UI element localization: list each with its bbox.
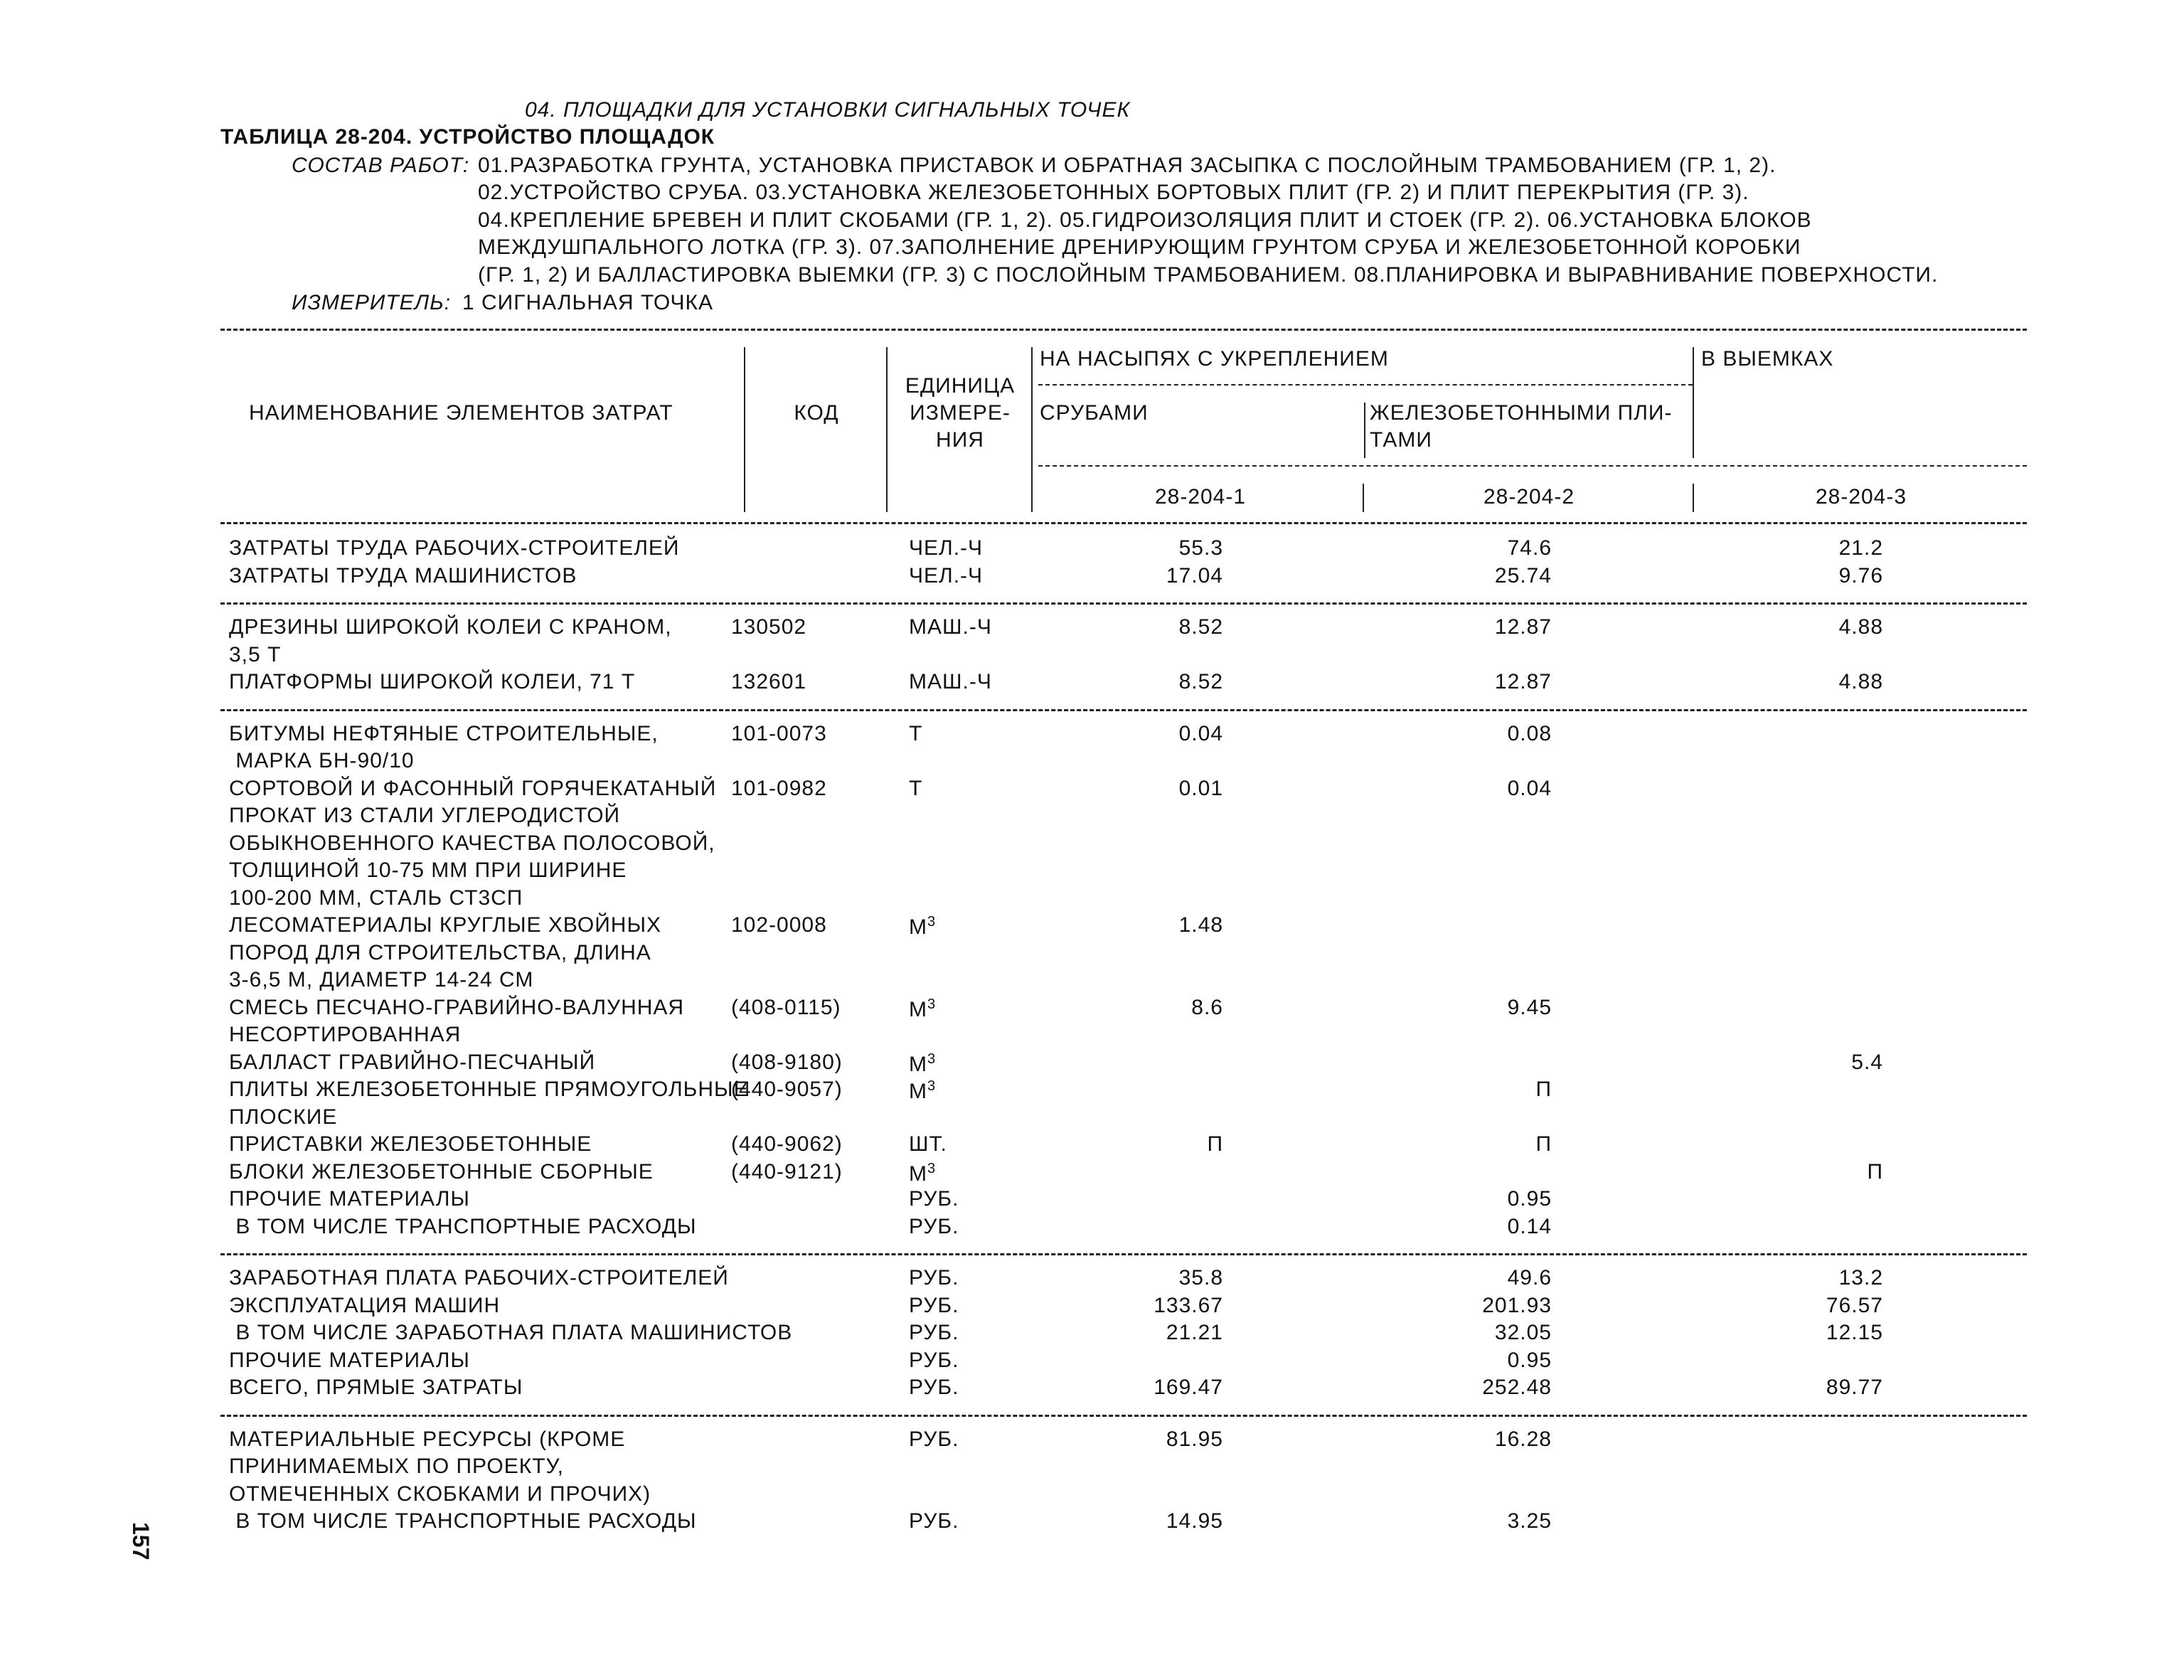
- row-value-28-204-2: 9.45: [1507, 995, 1552, 1019]
- row-value-28-204-2: 49.6: [1507, 1266, 1552, 1290]
- row-value-28-204-1: 133.67: [1154, 1293, 1223, 1317]
- row-value-28-204-2: П: [1535, 1132, 1552, 1156]
- row-unit: РУБ.: [909, 1509, 959, 1533]
- row-value-28-204-3: 89.77: [1826, 1376, 1883, 1399]
- row-name: ПРОКАТ ИЗ СТАЛИ УГЛЕРОДИСТОЙ: [229, 804, 621, 827]
- row-value-28-204-2: 0.14: [1507, 1214, 1552, 1238]
- row-name: СОРТОВОЙ И ФАСОННЫЙ ГОРЯЧЕКАТАНЫЙ: [229, 776, 717, 800]
- column-divider: [744, 347, 745, 512]
- header-bottom-rule: [220, 522, 2027, 524]
- row-unit: МАШ.-Ч: [909, 615, 992, 639]
- row-code: (440-9062): [731, 1132, 843, 1156]
- group-divider: [220, 602, 2027, 605]
- row-unit: $М^3$: [909, 996, 937, 1021]
- row-name: ПЛАТФОРМЫ ШИРОКОЙ КОЛЕИ, 71 Т: [229, 670, 636, 693]
- row-code: 130502: [731, 615, 807, 639]
- row-name: ТОЛЩИНОЙ 10-75 ММ ПРИ ШИРИНЕ: [229, 858, 627, 882]
- unit-exponent: 3: [927, 914, 937, 930]
- subheader-rule: [1038, 465, 2027, 467]
- section-title: 04. ПЛОЩАДКИ ДЛЯ УСТАНОВКИ СИГНАЛЬНЫХ ТОЧЕК: [525, 98, 1131, 122]
- row-value-28-204-2: 3.25: [1507, 1509, 1552, 1533]
- row-name: ЭКСПЛУАТАЦИЯ МАШИН: [229, 1293, 501, 1317]
- row-name: БИТУМЫ НЕФТЯНЫЕ СТРОИТЕЛЬНЫЕ,: [229, 721, 659, 745]
- row-name: МАРКА БН-90/10: [229, 749, 415, 772]
- column-header-unit: ИЗМЕРЕ-: [910, 401, 1011, 425]
- row-unit: РУБ.: [909, 1187, 959, 1211]
- composition-line: (ГР. 1, 2) И БАЛЛАСТИРОВКА ВЫЕМКИ (ГР. 3) С ПОСЛОЙНЫМ ТРАМБОВАНИЕМ. 08.ПЛАНИРОВКА И ВЫРАВНИВАНИЕ ПОВЕРХНОСТИ.: [478, 263, 1939, 287]
- row-value-28-204-1: 35.8: [1178, 1266, 1223, 1290]
- row-name: В ТОМ ЧИСЛЕ ТРАНСПОРТНЫЕ РАСХОДЫ: [229, 1509, 697, 1533]
- row-code: (408-9180): [731, 1050, 843, 1074]
- row-unit: РУБ.: [909, 1427, 959, 1451]
- row-value-28-204-2: 16.28: [1494, 1427, 1552, 1451]
- row-code: 132601: [731, 670, 807, 693]
- column-header-name: НАИМЕНОВАНИЕ ЭЛЕМЕНТОВ ЗАТРАТ: [249, 401, 673, 425]
- column-divider: [1031, 347, 1033, 512]
- composition-line: МЕЖДУШПАЛЬНОГО ЛОТКА (ГР. 3). 07.ЗАПОЛНЕНИЕ ДРЕНИРУЮЩИМ ГРУНТОМ СРУБА И ЖЕЛЕЗОБЕТОННОЙ КОРОБКИ: [478, 235, 1801, 259]
- row-name: БЛОКИ ЖЕЛЕЗОБЕТОННЫЕ СБОРНЫЕ: [229, 1159, 654, 1184]
- column-divider: [1363, 484, 1364, 512]
- row-value-28-204-3: 13.2: [1838, 1266, 1883, 1290]
- column-code-3: 28-204-3: [1815, 485, 1907, 509]
- row-value-28-204-1: 0.04: [1178, 721, 1223, 745]
- row-code: 102-0008: [731, 913, 827, 937]
- row-unit: РУБ.: [909, 1348, 959, 1372]
- row-value-28-204-1: 14.95: [1166, 1509, 1223, 1533]
- row-value-28-204-2: 252.48: [1482, 1376, 1552, 1399]
- row-unit: ЧЕЛ.-Ч: [909, 536, 984, 560]
- row-code: (440-9121): [731, 1159, 843, 1184]
- row-value-28-204-2: 12.87: [1494, 615, 1552, 639]
- row-unit: РУБ.: [909, 1293, 959, 1317]
- composition-line: 04.КРЕПЛЕНИЕ БРЕВЕН И ПЛИТ СКОБАМИ (ГР. 1, 2). 05.ГИДРОИЗОЛЯЦИЯ ПЛИТ И СТОЕК (ГР. 2). 06.УСТАНОВКА БЛОКОВ: [478, 208, 1812, 232]
- row-value-28-204-1: П: [1207, 1132, 1223, 1156]
- row-name: ПРИСТАВКИ ЖЕЛЕЗОБЕТОННЫЕ: [229, 1132, 592, 1156]
- row-value-28-204-1: 169.47: [1154, 1376, 1223, 1399]
- table-title: ТАБЛИЦА 28-204. УСТРОЙСТВО ПЛОЩАДОК: [220, 125, 715, 149]
- row-unit: $М^3$: [909, 1051, 937, 1076]
- row-name: ЗАТРАТЫ ТРУДА РАБОЧИХ-СТРОИТЕЛЕЙ: [229, 536, 680, 560]
- row-name: СМЕСЬ ПЕСЧАНО-ГРАВИЙНО-ВАЛУННАЯ: [229, 995, 685, 1019]
- unit-exponent: 3: [927, 1160, 937, 1176]
- row-value-28-204-1: 0.01: [1178, 776, 1223, 800]
- column-sub-concrete: ЖЕЛЕЗОБЕТОННЫМИ ПЛИ-: [1370, 401, 1673, 425]
- row-name: ЛЕСОМАТЕРИАЛЫ КРУГЛЫЕ ХВОЙНЫХ: [229, 913, 662, 937]
- row-value-28-204-2: 0.08: [1507, 721, 1552, 745]
- row-name: ПРОЧИЕ МАТЕРИАЛЫ: [229, 1348, 470, 1372]
- column-code-2: 28-204-2: [1483, 485, 1575, 509]
- row-value-28-204-2: П: [1535, 1078, 1552, 1101]
- row-unit: РУБ.: [909, 1266, 959, 1290]
- row-unit: МАШ.-Ч: [909, 670, 992, 693]
- column-group-cut: В ВЫЕМКАХ: [1701, 347, 1834, 371]
- row-name: ПЛИТЫ ЖЕЛЕЗОБЕТОННЫЕ ПРЯМОУГОЛЬНЫЕ: [229, 1078, 749, 1101]
- column-header-unit: ЕДИНИЦА: [905, 374, 1016, 398]
- row-unit: РУБ.: [909, 1321, 959, 1344]
- row-name: БАЛЛАСТ ГРАВИЙНО-ПЕСЧАНЫЙ: [229, 1050, 596, 1074]
- row-value-28-204-2: 0.95: [1507, 1187, 1552, 1211]
- row-value-28-204-2: 0.95: [1507, 1348, 1552, 1372]
- row-name: 100-200 ММ, СТАЛЬ СТ3СП: [229, 886, 523, 910]
- subheader-rule: [1038, 384, 1693, 386]
- row-value-28-204-2: 74.6: [1507, 536, 1552, 560]
- row-name: 3-6,5 М, ДИАМЕТР 14-24 СМ: [229, 968, 534, 991]
- row-name: ВСЕГО, ПРЯМЫЕ ЗАТРАТЫ: [229, 1376, 523, 1399]
- row-unit: Т: [909, 721, 923, 745]
- row-value-28-204-3: 12.15: [1826, 1321, 1883, 1344]
- column-divider: [886, 347, 888, 512]
- row-value-28-204-1: 1.48: [1178, 913, 1223, 937]
- column-header-unit: НИЯ: [936, 428, 984, 452]
- row-code: 101-0073: [731, 721, 827, 745]
- row-value-28-204-1: 55.3: [1178, 536, 1223, 560]
- meter-value: 1 СИГНАЛЬНАЯ ТОЧКА: [462, 291, 714, 314]
- row-name: ЗАТРАТЫ ТРУДА МАШИНИСТОВ: [229, 563, 577, 588]
- row-value-28-204-1: 8.6: [1191, 995, 1223, 1019]
- row-unit: $М^3$: [909, 1078, 937, 1103]
- row-name: ОБЫКНОВЕННОГО КАЧЕСТВА ПОЛОСОВОЙ,: [229, 831, 715, 855]
- row-name: ПОРОД ДЛЯ СТРОИТЕЛЬСТВА, ДЛИНА: [229, 940, 651, 964]
- row-value-28-204-3: 4.88: [1838, 670, 1883, 693]
- row-value-28-204-1: 81.95: [1166, 1427, 1223, 1451]
- row-name: НЕСОРТИРОВАННАЯ: [229, 1023, 462, 1046]
- column-sub-log: СРУБАМИ: [1040, 401, 1149, 425]
- row-value-28-204-2: 201.93: [1482, 1293, 1552, 1317]
- column-divider: [1693, 484, 1694, 512]
- unit-exponent: 3: [927, 1078, 937, 1094]
- composition-line: 02.УСТРОЙСТВО СРУБА. 03.УСТАНОВКА ЖЕЛЕЗОБЕТОННЫХ БОРТОВЫХ ПЛИТ (ГР. 2) И ПЛИТ ПЕРЕКРЫТИЯ (ГР. 3).: [478, 181, 1749, 204]
- row-code: (440-9057): [731, 1078, 843, 1101]
- row-unit: РУБ.: [909, 1376, 959, 1399]
- unit-exponent: 3: [927, 1051, 937, 1067]
- row-value-28-204-1: 8.52: [1178, 615, 1223, 639]
- meter-label: ИЗМЕРИТЕЛЬ:: [292, 291, 452, 314]
- row-value-28-204-3: 21.2: [1838, 536, 1883, 560]
- row-name: МАТЕРИАЛЬНЫЕ РЕСУРСЫ (КРОМЕ: [229, 1427, 626, 1451]
- row-value-28-204-1: 8.52: [1178, 670, 1223, 693]
- row-value-28-204-3: П: [1867, 1159, 1883, 1184]
- row-unit: Т: [909, 776, 923, 800]
- column-divider: [1364, 403, 1365, 458]
- row-value-28-204-2: 12.87: [1494, 670, 1552, 693]
- row-name: ДРЕЗИНЫ ШИРОКОЙ КОЛЕИ С КРАНОМ,: [229, 615, 672, 639]
- column-divider: [1693, 347, 1694, 458]
- row-name: ОТМЕЧЕННЫХ СКОБКАМИ И ПРОЧИХ): [229, 1482, 651, 1506]
- row-value-28-204-1: 21.21: [1166, 1321, 1223, 1344]
- row-value-28-204-2: 25.74: [1494, 563, 1552, 588]
- group-divider: [220, 1253, 2027, 1255]
- row-value-28-204-3: 5.4: [1851, 1050, 1883, 1074]
- column-sub-concrete: ТАМИ: [1370, 428, 1432, 452]
- row-value-28-204-3: 76.57: [1826, 1293, 1883, 1317]
- composition-label: СОСТАВ РАБОТ:: [292, 154, 470, 177]
- row-name: 3,5 Т: [229, 642, 282, 666]
- row-name: В ТОМ ЧИСЛЕ ТРАНСПОРТНЫЕ РАСХОДЫ: [229, 1214, 697, 1238]
- row-code: 101-0982: [731, 776, 827, 800]
- row-name: ПЛОСКИЕ: [229, 1105, 338, 1129]
- row-name: ПРОЧИЕ МАТЕРИАЛЫ: [229, 1187, 470, 1211]
- row-unit: ЧЕЛ.-Ч: [909, 563, 984, 588]
- row-value-28-204-2: 0.04: [1507, 776, 1552, 800]
- row-name: ПРИНИМАЕМЫХ ПО ПРОЕКТУ,: [229, 1455, 564, 1478]
- column-code-1: 28-204-1: [1154, 485, 1247, 509]
- unit-exponent: 3: [927, 996, 937, 1012]
- row-unit: $М^3$: [909, 914, 937, 939]
- row-value-28-204-3: 4.88: [1838, 615, 1883, 639]
- group-divider: [220, 709, 2027, 711]
- row-value-28-204-2: 32.05: [1494, 1321, 1552, 1344]
- row-unit: $М^3$: [909, 1160, 937, 1186]
- group-divider: [220, 1415, 2027, 1417]
- header-top-rule: [220, 329, 2027, 331]
- row-value-28-204-3: 9.76: [1838, 563, 1883, 588]
- column-group-embankment: НА НАСЫПЯХ С УКРЕПЛЕНИЕМ: [1040, 347, 1389, 371]
- page-number: 157: [128, 1522, 154, 1561]
- composition-line: 01.РАЗРАБОТКА ГРУНТА, УСТАНОВКА ПРИСТАВОК И ОБРАТНАЯ ЗАСЫПКА С ПОСЛОЙНЫМ ТРАМБОВАНИЕМ (ГР. 1, 2).: [478, 154, 1777, 177]
- column-header-code: КОД: [794, 401, 839, 425]
- row-name: В ТОМ ЧИСЛЕ ЗАРАБОТНАЯ ПЛАТА МАШИНИСТОВ: [229, 1321, 793, 1344]
- row-code: (408-0115): [731, 995, 841, 1019]
- row-unit: ШТ.: [909, 1132, 947, 1156]
- row-value-28-204-1: 17.04: [1166, 563, 1223, 588]
- row-name: ЗАРАБОТНАЯ ПЛАТА РАБОЧИХ-СТРОИТЕЛЕЙ: [229, 1266, 729, 1290]
- row-unit: РУБ.: [909, 1214, 959, 1238]
